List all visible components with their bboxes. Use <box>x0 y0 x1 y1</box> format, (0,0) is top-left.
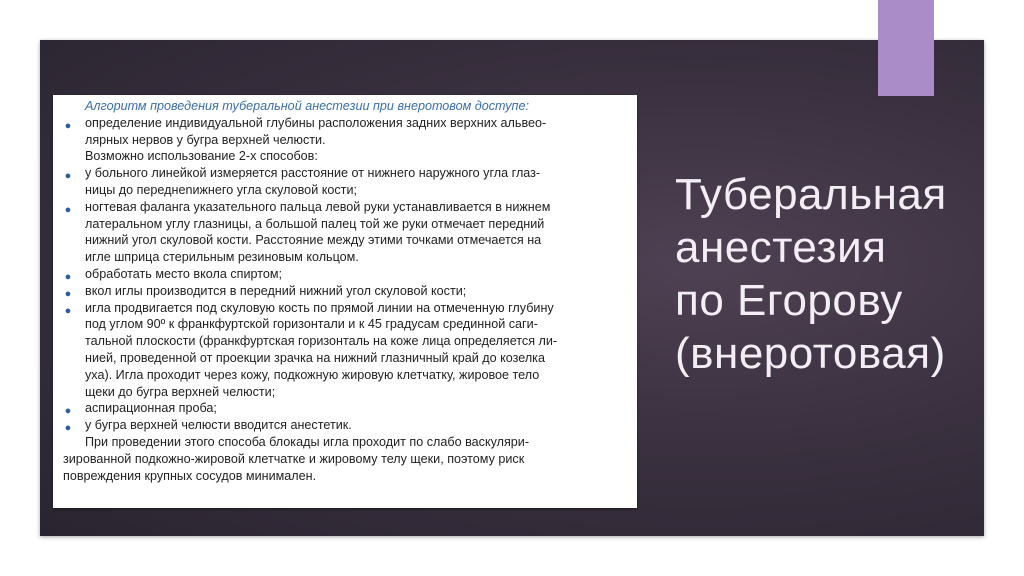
title-line: анестезия <box>675 223 887 272</box>
bullet-icon: ● <box>64 405 72 418</box>
document-image <box>53 95 637 508</box>
closing-paragraph: При проведении этого способа блокады игла проходит по слабо васкуляри- зированной подкожно-жировой клетчатке и жировому телу щеки, поэтому риск повреждения крупных сосудов минимален. <box>63 434 530 483</box>
list-item: ● ногтевая фаланга указательного пальца левой руки устанавливается в нижнем латеральном углу глазницы, а большой палец той же руки отмечает передний нижний угол скуловой кости. Расстояние между этими точками отмечается на игле шприца стерильным резиновым кольцом. <box>61 199 627 266</box>
bullet-icon: ● <box>64 170 72 183</box>
title-line: Туберальная <box>675 170 947 219</box>
list-item: ● у больного линейкой измеряется расстояние от нижнего наружного угла глаз- ницы до переднenижнего угла скуловой кости; <box>61 165 627 199</box>
bullet-icon: ● <box>64 287 72 300</box>
title-line: (внеротовая) <box>675 329 946 378</box>
list-item: ● аспирационная проба; <box>61 400 627 417</box>
bullet-icon: ● <box>64 203 72 216</box>
document-text <box>61 98 627 484</box>
document-heading: Алгоритм проведения туберальной анестезии при внеротовом доступе: <box>85 99 529 113</box>
list-item: ● обработать место вкола спиртом; <box>61 266 627 283</box>
bullet-icon: ● <box>64 422 72 435</box>
list-item: ● у бугра верхней челюсти вводится анестетик. <box>61 417 627 434</box>
title-line: по Егорову <box>675 276 903 325</box>
bullet-icon: ● <box>64 119 72 132</box>
paragraph: Возможно использование 2-х способов: <box>85 149 318 164</box>
bullet-icon: ● <box>64 270 72 283</box>
slide-title <box>675 168 975 380</box>
list-item: ● определение индивидуальной глубины расположения задних верхних альвео- лярных нервов у бугра верхней челюсти. <box>61 115 627 149</box>
list-item: ● игла продвигается под скуловую кость по прямой линии на отмеченную глубину под углом 90º к франкфуртской горизонтали и к 45 градусам срединной саги- тальной плоскости (франкфуртская горизонталь на коже лица определяется ли- нией, проведенной от проекции зрачка на нижний глазничный край до козелка уха). Игла проходит через кожу, подкожную жировую клетчатку, жировое тело щеки до бугра верхней челюсти; <box>61 300 627 401</box>
accent-bar <box>878 0 934 96</box>
bullet-icon: ● <box>64 304 72 317</box>
list-item: ● вкол иглы производится в передний нижний угол скуловой кости; <box>61 283 627 300</box>
